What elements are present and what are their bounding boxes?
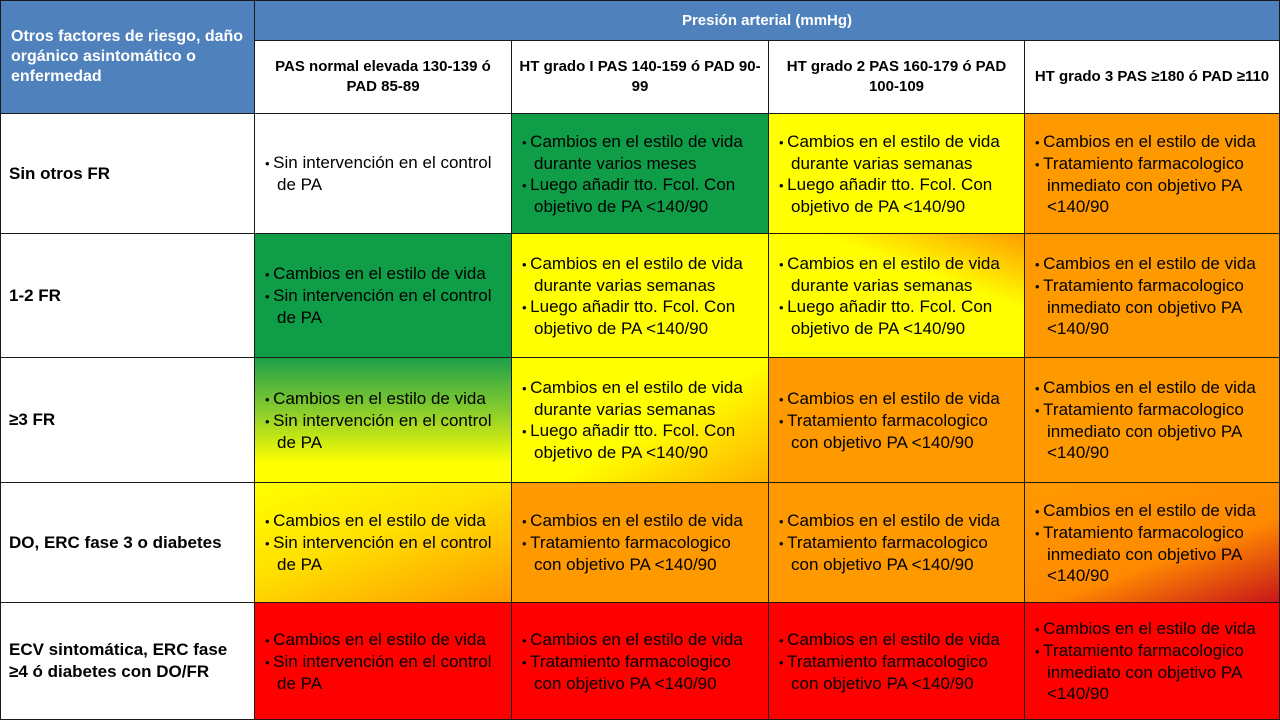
cell-line: • Tratamiento farmacologico inmediato con objetivo PA <140/90 (1035, 399, 1271, 463)
cell-line: • Cambios en el estilo de vida (1035, 500, 1271, 522)
cell-r5-c4 (1024, 602, 1280, 720)
cell-line: • Tratamiento farmacologico inmediato con objetivo PA <140/90 (1035, 640, 1271, 704)
cell-r4-c1 (254, 482, 512, 603)
cell-line: • Cambios en el estilo de vida (1035, 253, 1271, 275)
row-header-no-risk-factors: Sin otros FR (0, 113, 255, 234)
cell-r4-c4 (1024, 482, 1280, 603)
row-header-organ-damage: DO, ERC fase 3 o diabetes (0, 482, 255, 603)
row-header-3-plus-risk-factors: ≥3 FR (0, 357, 255, 483)
cell-r5-c1 (254, 602, 512, 720)
cell-line: • Cambios en el estilo de vida (779, 388, 1016, 410)
cell-line: • Tratamiento farmacologico con objetivo PA <140/90 (522, 651, 760, 694)
cell-r3-c3 (768, 357, 1025, 483)
cell-line: • Luego añadir tto. Fcol. Con objetivo de PA <140/90 (522, 420, 760, 463)
cell-r2-c3 (768, 233, 1025, 358)
cell-line: • Cambios en el estilo de vida durante varias semanas (779, 131, 1016, 174)
cell-r3-c4 (1024, 357, 1280, 483)
cell-line: • Cambios en el estilo de vida (265, 510, 503, 532)
cell-line: • Cambios en el estilo de vida (1035, 131, 1271, 153)
cell-line: • Cambios en el estilo de vida durante varias semanas (522, 253, 760, 296)
column-header-grade-1: HT grado I PAS 140-159 ó PAD 90-99 (511, 40, 769, 114)
column-header-grade-3: HT grado 3 PAS ≥180 ó PAD ≥110 (1024, 40, 1280, 114)
cell-line: • Luego añadir tto. Fcol. Con objetivo de PA <140/90 (779, 296, 1016, 339)
column-header-grade-2: HT grado 2 PAS 160-179 ó PAD 100-109 (768, 40, 1025, 114)
pressure-title: Presión arterial (mmHg) (254, 0, 1280, 41)
cell-line: • Sin intervención en el control de PA (265, 410, 503, 453)
cell-r4-c3 (768, 482, 1025, 603)
cell-line: • Cambios en el estilo de vida durante varias semanas (522, 377, 760, 420)
cell-line: • Luego añadir tto. Fcol. Con objetivo de PA <140/90 (522, 296, 760, 339)
cell-line: • Cambios en el estilo de vida (522, 510, 760, 532)
cell-line: • Cambios en el estilo de vida (265, 263, 503, 285)
cell-line: • Tratamiento farmacologico con objetivo PA <140/90 (779, 651, 1016, 694)
cell-r1-c4 (1024, 113, 1280, 234)
row-header-cardiovascular-disease: ECV sintomática, ERC fase ≥4 ó diabetes con DO/FR (0, 602, 255, 720)
cell-line: • Cambios en el estilo de vida (1035, 618, 1271, 640)
cell-line: • Cambios en el estilo de vida (522, 629, 760, 651)
cell-line: • Tratamiento farmacologico con objetivo PA <140/90 (779, 532, 1016, 575)
cell-r1-c1 (254, 113, 512, 234)
cell-line: • Luego añadir tto. Fcol. Con objetivo de PA <140/90 (522, 174, 760, 217)
cell-r1-c2 (511, 113, 769, 234)
cell-line: • Tratamiento farmacologico con objetivo PA <140/90 (522, 532, 760, 575)
cell-line: • Cambios en el estilo de vida (265, 629, 503, 651)
cell-r2-c1 (254, 233, 512, 358)
cell-line: • Sin intervención en el control de PA (265, 285, 503, 328)
cell-line: • Luego añadir tto. Fcol. Con objetivo de PA <140/90 (779, 174, 1016, 217)
cell-line: • Cambios en el estilo de vida (779, 510, 1016, 532)
cell-line: • Tratamiento farmacologico inmediato con objetivo PA <140/90 (1035, 275, 1271, 339)
corner-header: Otros factores de riesgo, daño orgánico asintomático o enfermedad (0, 0, 255, 114)
cell-line: • Sin intervención en el control de PA (265, 532, 503, 575)
cell-line: • Tratamiento farmacologico inmediato con objetivo PA <140/90 (1035, 522, 1271, 586)
cell-r1-c3 (768, 113, 1025, 234)
row-header-1-2-risk-factors: 1-2 FR (0, 233, 255, 358)
cell-line: • Tratamiento farmacologico inmediato con objetivo PA <140/90 (1035, 153, 1271, 217)
cell-r5-c2 (511, 602, 769, 720)
cell-r4-c2 (511, 482, 769, 603)
cell-line: • Cambios en el estilo de vida (1035, 377, 1271, 399)
cell-line: • Sin intervención en el control de PA (265, 152, 503, 195)
cell-line: • Sin intervención en el control de PA (265, 651, 503, 694)
cell-line: • Cambios en el estilo de vida (779, 629, 1016, 651)
cell-line: • Tratamiento farmacologico con objetivo PA <140/90 (779, 410, 1016, 453)
cell-line: • Cambios en el estilo de vida durante varios meses (522, 131, 760, 174)
cell-r3-c2 (511, 357, 769, 483)
cell-r2-c4 (1024, 233, 1280, 358)
cell-r3-c1 (254, 357, 512, 483)
cell-line: • Cambios en el estilo de vida (265, 388, 503, 410)
cell-line: • Cambios en el estilo de vida durante varias semanas (779, 253, 1016, 296)
cell-r5-c3 (768, 602, 1025, 720)
cell-r2-c2 (511, 233, 769, 358)
column-header-normal-high: PAS normal elevada 130-139 ó PAD 85-89 (254, 40, 512, 114)
